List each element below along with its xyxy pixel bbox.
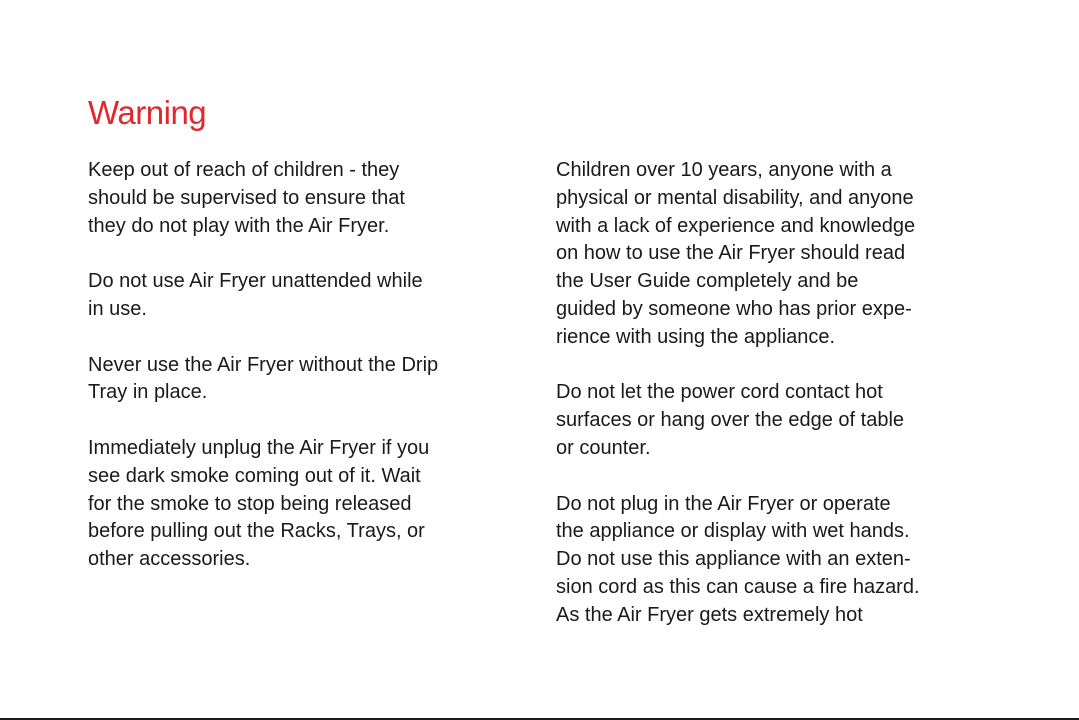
text-line: on how to use the Air Fryer should read xyxy=(556,242,906,265)
left-column xyxy=(88,157,528,602)
text-line: see dark smoke coming out of it. Wait xyxy=(88,464,421,487)
warning-paragraph xyxy=(88,268,528,324)
warning-paragraph xyxy=(556,379,996,462)
warning-paragraph xyxy=(88,435,528,574)
text-line: Keep out of reach of children - they xyxy=(88,159,400,181)
text-line: or counter. xyxy=(556,436,651,459)
text-line: sion cord as this can cause a fire hazard. xyxy=(556,575,920,598)
text-line: Immediately unplug the Air Fryer if you xyxy=(88,436,430,459)
text-line: Tray in place. xyxy=(88,381,208,404)
text-line: the User Guide completely and be xyxy=(556,270,859,293)
text-line: in use. xyxy=(88,297,147,320)
text-line: the appliance or display with wet hands. xyxy=(556,520,910,543)
text-line: Do not plug in the Air Fryer or operate xyxy=(556,492,891,515)
text-line: for the smoke to stop being released xyxy=(88,492,412,515)
text-line: guided by someone who has prior expe- xyxy=(556,297,912,320)
text-line: with a lack of experience and knowledge xyxy=(556,214,916,237)
text-line: surfaces or hang over the edge of table xyxy=(556,409,905,432)
text-line: As the Air Fryer gets extremely hot xyxy=(556,603,863,626)
text-line: Do not let the power cord contact hot xyxy=(556,381,883,404)
text-line: physical or mental disability, and anyone xyxy=(556,186,914,209)
warning-paragraph xyxy=(556,157,996,352)
text-line: before pulling out the Racks, Trays, or xyxy=(88,520,425,543)
warning-paragraph xyxy=(88,157,528,240)
warning-paragraph xyxy=(88,352,528,408)
right-column xyxy=(556,157,996,657)
text-line: Children over 10 years, anyone with a xyxy=(556,159,892,181)
warning-paragraph xyxy=(556,491,996,630)
page-title: Warning xyxy=(88,94,207,131)
text-line: should be supervised to ensure that xyxy=(88,186,405,209)
text-line: Never use the Air Fryer without the Drip xyxy=(88,353,439,376)
text-line: Do not use this appliance with an exten- xyxy=(556,548,911,571)
text-line: they do not play with the Air Fryer. xyxy=(88,214,390,237)
text-line: Do not use Air Fryer unattended while xyxy=(88,270,423,293)
text-line: rience with using the appliance. xyxy=(556,325,836,348)
text-line: other accessories. xyxy=(88,548,251,571)
